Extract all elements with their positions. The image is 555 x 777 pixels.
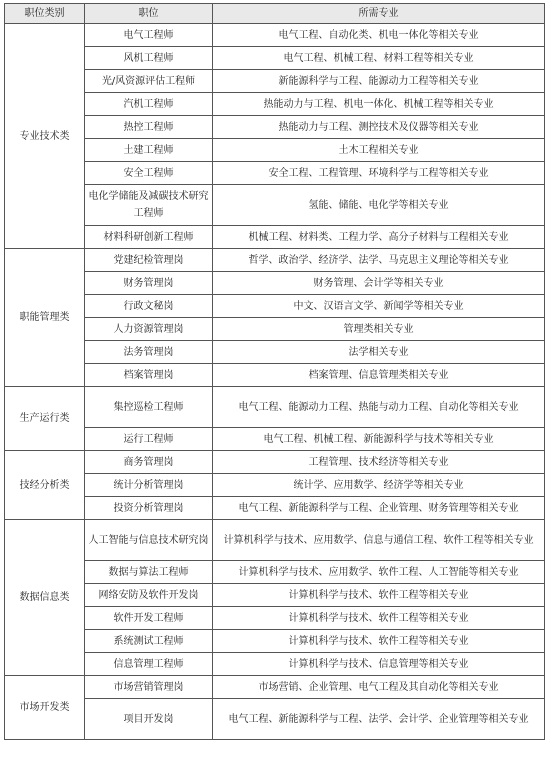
majors-cell: 土木工程相关专业 [213, 139, 545, 162]
category-cell: 专业技术类 [5, 24, 85, 249]
table-row [5, 139, 545, 162]
majors-cell: 热能动力与工程、机电一体化、机械工程等相关专业 [213, 93, 545, 116]
table-row [5, 630, 545, 653]
table-row [5, 474, 545, 497]
table-row [5, 676, 545, 699]
position-cell: 土建工程师 [85, 139, 213, 162]
header-category: 职位类别 [5, 4, 85, 24]
majors-cell: 财务管理、会计学等相关专业 [213, 272, 545, 295]
table-row [5, 249, 545, 272]
table-header-row [5, 4, 545, 24]
position-cell: 安全工程师 [85, 162, 213, 185]
majors-cell: 计算机科学与技术、信息管理等相关专业 [213, 653, 545, 676]
position-cell: 材料科研创新工程师 [85, 226, 213, 249]
category-cell: 市场开发类 [5, 676, 85, 740]
category-cell: 技经分析类 [5, 451, 85, 520]
table-row [5, 364, 545, 387]
table-row [5, 24, 545, 47]
majors-cell: 新能源科学与工程、能源动力工程等相关专业 [213, 70, 545, 93]
majors-cell: 电气工程、新能源科学与工程、企业管理、财务管理等相关专业 [213, 497, 545, 520]
position-cell: 商务管理岗 [85, 451, 213, 474]
category-cell: 生产运行类 [5, 387, 85, 451]
majors-cell: 电气工程、机械工程、新能源科学与技术等相关专业 [213, 428, 545, 451]
position-cell: 市场营销管理岗 [85, 676, 213, 699]
table-row [5, 93, 545, 116]
table-row [5, 451, 545, 474]
majors-cell: 热能动力与工程、测控技术及仪器等相关专业 [213, 116, 545, 139]
category-cell: 数据信息类 [5, 520, 85, 676]
position-cell: 风机工程师 [85, 47, 213, 70]
majors-cell: 哲学、政治学、经济学、法学、马克思主义理论等相关专业 [213, 249, 545, 272]
position-cell: 系统测试工程师 [85, 630, 213, 653]
table-row [5, 607, 545, 630]
majors-cell: 法学相关专业 [213, 341, 545, 364]
table-row [5, 295, 545, 318]
majors-cell: 安全工程、工程管理、环境科学与工程等相关专业 [213, 162, 545, 185]
position-cell: 汽机工程师 [85, 93, 213, 116]
majors-cell: 电气工程、自动化类、机电一体化等相关专业 [213, 24, 545, 47]
majors-cell: 电气工程、新能源科学与工程、法学、会计学、企业管理等相关专业 [213, 699, 545, 740]
majors-cell: 计算机科学与技术、应用数学、信息与通信工程、软件工程等相关专业 [213, 520, 545, 561]
table-row [5, 47, 545, 70]
table-row [5, 520, 545, 561]
position-cell: 热控工程师 [85, 116, 213, 139]
majors-cell: 市场营销、企业管理、电气工程及其自动化等相关专业 [213, 676, 545, 699]
majors-cell: 机械工程、材料类、工程力学、高分子材料与工程相关专业 [213, 226, 545, 249]
position-cell: 电化学储能及减碳技术研究工程师 [85, 185, 213, 226]
table-row [5, 116, 545, 139]
majors-cell: 中文、汉语言文学、新闻学等相关专业 [213, 295, 545, 318]
majors-table [4, 3, 545, 740]
position-cell: 行政文秘岗 [85, 295, 213, 318]
position-cell: 统计分析管理岗 [85, 474, 213, 497]
majors-cell: 工程管理、技术经济等相关专业 [213, 451, 545, 474]
header-majors: 所需专业 [213, 4, 545, 24]
table-row [5, 226, 545, 249]
position-cell: 财务管理岗 [85, 272, 213, 295]
position-cell: 运行工程师 [85, 428, 213, 451]
position-cell: 集控巡检工程师 [85, 387, 213, 428]
category-cell: 职能管理类 [5, 249, 85, 387]
table-row [5, 428, 545, 451]
table-row [5, 341, 545, 364]
majors-cell: 电气工程、机械工程、材料工程等相关专业 [213, 47, 545, 70]
position-cell: 人力资源管理岗 [85, 318, 213, 341]
position-cell: 人工智能与信息技术研究岗 [85, 520, 213, 561]
table-row [5, 699, 545, 740]
position-cell: 项目开发岗 [85, 699, 213, 740]
position-cell: 投资分析管理岗 [85, 497, 213, 520]
table-body [5, 24, 545, 740]
table-row [5, 653, 545, 676]
table-row [5, 584, 545, 607]
majors-cell: 电气工程、能源动力工程、热能与动力工程、自动化等相关专业 [213, 387, 545, 428]
majors-cell: 管理类相关专业 [213, 318, 545, 341]
majors-cell: 统计学、应用数学、经济学等相关专业 [213, 474, 545, 497]
table-row [5, 185, 545, 226]
position-cell: 网络安防及软件开发岗 [85, 584, 213, 607]
majors-cell: 氢能、储能、电化学等相关专业 [213, 185, 545, 226]
position-cell: 电气工程师 [85, 24, 213, 47]
majors-cell: 计算机科学与技术、软件工程等相关专业 [213, 630, 545, 653]
table-row [5, 318, 545, 341]
majors-cell: 计算机科学与技术、软件工程等相关专业 [213, 607, 545, 630]
table-row [5, 70, 545, 93]
position-cell: 法务管理岗 [85, 341, 213, 364]
table-row [5, 162, 545, 185]
position-cell: 信息管理工程师 [85, 653, 213, 676]
table-row [5, 387, 545, 428]
position-cell: 数据与算法工程师 [85, 561, 213, 584]
position-cell: 档案管理岗 [85, 364, 213, 387]
majors-cell: 档案管理、信息管理类相关专业 [213, 364, 545, 387]
table-row [5, 272, 545, 295]
table-row [5, 497, 545, 520]
position-cell: 光/风资源评估工程师 [85, 70, 213, 93]
majors-cell: 计算机科学与技术、应用数学、软件工程、人工智能等相关专业 [213, 561, 545, 584]
position-cell: 党建纪检管理岗 [85, 249, 213, 272]
table-row [5, 561, 545, 584]
header-position: 职位 [85, 4, 213, 24]
majors-cell: 计算机科学与技术、软件工程等相关专业 [213, 584, 545, 607]
position-cell: 软件开发工程师 [85, 607, 213, 630]
